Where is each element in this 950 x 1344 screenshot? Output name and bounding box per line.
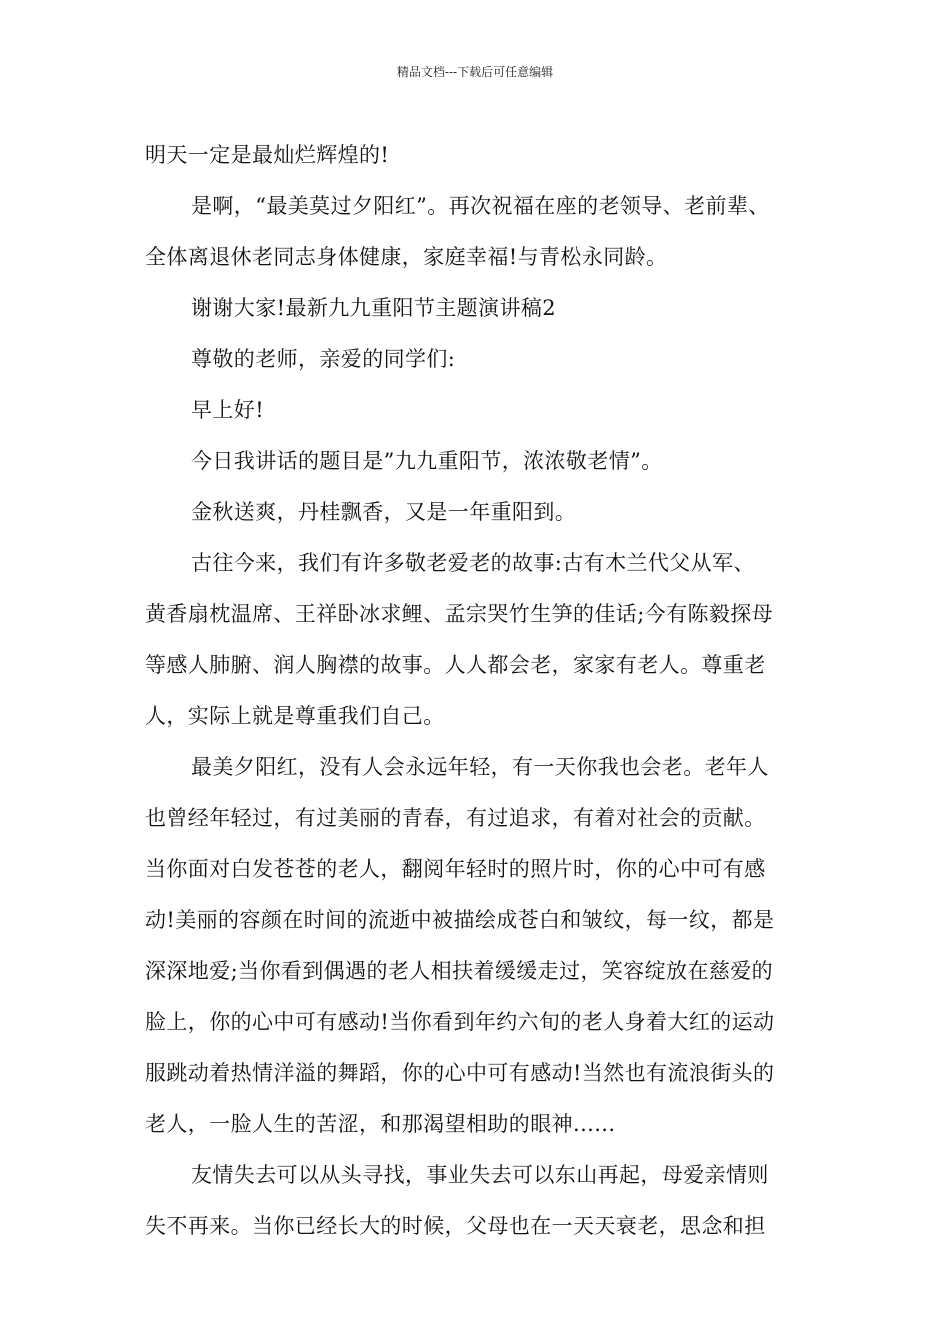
text-line: 深深地爱;当你看到偶遇的老人相扶着缓缓走过，笑容绽放在慈爱的 (145, 959, 774, 983)
text-line: 老人，一脸人生的苦涩，和那渴望相助的眼神...... (145, 1112, 616, 1136)
text-line: 黄香扇枕温席、王祥卧冰求鲤、孟宗哭竹生笋的佳话;今有陈毅探母 (145, 602, 774, 626)
text-line: 谢谢大家!最新九九重阳节主题演讲稿2 (191, 296, 556, 320)
text-line: 尊敬的老师，亲爱的同学们: (191, 347, 456, 371)
text-line: 金秋送爽，丹桂飘香，又是一年重阳到。 (191, 500, 577, 524)
text-line: 脸上，你的心中可有感动!当你看到年约六旬的老人身着大红的运动 (145, 1010, 775, 1034)
text-line: 是啊，“最美莫过夕阳红”。再次祝福在座的老领导、老前辈、 (191, 194, 770, 218)
text-line: 等感人肺腑、润人胸襟的故事。人人都会老，家家有老人。尊重老 (145, 653, 766, 677)
text-line: 服跳动着热情洋溢的舞蹈，你的心中可有感动!当然也有流浪街头的 (145, 1061, 775, 1085)
text-line: 最美夕阳红，没有人会永远年轻，有一天你我也会老。老年人 (191, 755, 769, 779)
text-line: 也曾经年轻过，有过美丽的青春，有过追求，有着对社会的贡献。 (145, 806, 766, 830)
page-header: 精品文档---下载后可任意编辑 (396, 65, 554, 79)
text-line: 友情失去可以从头寻找，事业失去可以东山再起，母爱亲情则 (191, 1163, 769, 1187)
text-line: 早上好! (191, 398, 265, 422)
text-line: 古往今来，我们有许多敬老爱老的故事:古有木兰代父从军、 (191, 551, 755, 575)
text-line: 全体离退休老同志身体健康，家庭幸福!与青松永同龄。 (145, 245, 668, 269)
text-line: 失不再来。当你已经长大的时候，父母也在一天天衰老，思念和担 (145, 1214, 766, 1238)
text-line: 明天一定是最灿烂辉煌的! (145, 143, 390, 167)
document-body (145, 130, 810, 1252)
text-line: 动!美丽的容颜在时间的流逝中被描绘成苍白和皱纹，每一纹，都是 (145, 908, 775, 932)
text-line: 今日我讲话的题目是”九九重阳节，浓浓敬老情”。 (191, 449, 663, 473)
text-line: 当你面对白发苍苍的老人，翻阅年轻时的照片时，你的心中可有感 (145, 857, 766, 881)
text-line: 人，实际上就是尊重我们自己。 (145, 704, 445, 728)
